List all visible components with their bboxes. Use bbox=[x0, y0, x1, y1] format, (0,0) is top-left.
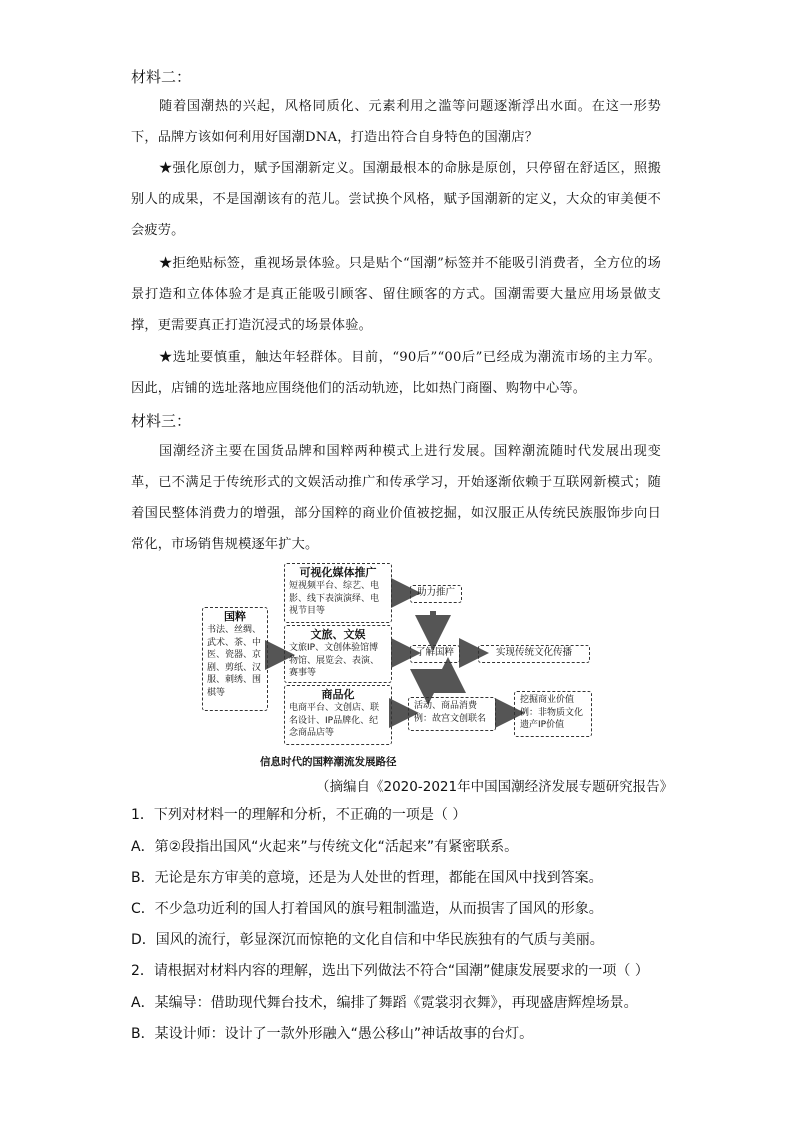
box-guocui-title: 国粹 bbox=[224, 610, 246, 623]
box-media-body: 短视频平台、综艺、电影、线下表演演绎、电视节目等 bbox=[289, 581, 380, 616]
development-path-diagram bbox=[200, 561, 600, 776]
material2-paragraph-4: ★选址要慎重，触达年轻群体。目前，“90后”“00后”已经成为潮流市场的主力军。因此，店铺的选址落地应围绕他们的活动轨迹，比如热门商圈、购物中心等。 bbox=[131, 350, 661, 396]
material2-paragraph-2: ★强化原创力，赋予国潮新定义。国潮最根本的命脉是原创，只停留在舒适区，照搬别人的成果，不是国潮该有的范儿。尝试换个风格，赋予国潮新的定义，大众的审美便不会疲劳。 bbox=[131, 161, 661, 238]
question-1-option-b: B．无论是东方审美的意境，还是为人处世的哲理，都能在国风中找到答案。 bbox=[131, 870, 603, 886]
box-culture-body: 文旅IP、文创体验馆博物馆、展览会、表演、赛事等 bbox=[289, 643, 380, 678]
material2-label: 材料二： bbox=[131, 68, 192, 86]
box-media bbox=[284, 563, 392, 623]
box-culture bbox=[284, 625, 392, 683]
box-guocui-body: 书法、丝绸、武术、茶、中医、瓷器、京剧、剪纸、汉服、刺绣、围棋等 bbox=[207, 625, 262, 698]
box-culture-title: 文旅、文娱 bbox=[310, 628, 366, 641]
question-2-option-b: B．某设计师：设计了一款外形融入“愚公移山”神话故事的台灯。 bbox=[131, 1026, 534, 1042]
box-media-title: 可视化媒体推广 bbox=[299, 566, 377, 579]
box-product bbox=[284, 685, 392, 745]
box-value: 挖掘商业价值例：非物质文化遗产IP价值 bbox=[514, 691, 592, 737]
question-1-option-c: C．不少急功近利的国人打着国风的旗号粗制滥造，从而损害了国风的形象。 bbox=[131, 901, 603, 917]
question-2-option-a: A．某编导：借助现代舞台技术，编排了舞蹈《霓裳羽衣舞》，再现盛唐辉煌场景。 bbox=[131, 995, 638, 1011]
box-promote: 助力推广 bbox=[410, 585, 462, 603]
diagram-caption: 信息时代的国粹潮流发展路径 bbox=[260, 756, 397, 768]
question-1-option-a: A．第②段指出国风“火起来”与传统文化“活起来”有紧密联系。 bbox=[131, 839, 519, 855]
question-1-option-d: D．国风的流行，彰显深沉而惊艳的文化自信和中华民族独有的气质与美丽。 bbox=[131, 932, 604, 948]
material2-paragraph-3: ★拒绝贴标签，重视场景体验。只是贴个“国潮”标签并不能吸引消费者，全方位的场景打造和立体体验才是真正能吸引顾客、留住顾客的方式。国潮需要大量应用场景做支撑，更需要真正打造沉浸式的场景体验。 bbox=[131, 256, 661, 333]
material3-paragraph-1: 国潮经济主要在国货品牌和国粹两种模式上进行发展。国粹潮流随时代发展出现变革，已不满足于传统形式的文娱活动推广和传承学习，开始逐渐依赖于互联网新模式；随着国民整体消费力的增强，部分国粹的商业价值被挖掘，如汉服正从传统民族服饰步向日常化，市场销售规模逐年扩大。 bbox=[131, 444, 661, 552]
box-product-body: 电商平台、文创店、联名设计、IP品牌化、纪念商品店等 bbox=[289, 703, 380, 738]
material3-label: 材料三： bbox=[131, 412, 192, 430]
box-understand: 了解国粹 bbox=[410, 645, 460, 663]
source-citation: （摘编自《2020-2021年中国国潮经济发展专题研究报告》 bbox=[316, 779, 674, 795]
box-product-title: 商品化 bbox=[321, 688, 355, 701]
question-1-stem: 1．下列对材料一的理解和分析，不正确的一项是（ ） bbox=[131, 807, 467, 823]
box-guocui bbox=[202, 607, 268, 711]
question-2-stem: 2．请根据对材料内容的理解，选出下列做法不符合“国潮”健康发展要求的一项（ ） bbox=[131, 963, 649, 979]
box-realize: 实现传统文化传播 bbox=[478, 645, 590, 663]
material2-paragraph-1: 随着国潮热的兴起，风格同质化、元素利用之滥等问题逐渐浮出水面。在这一形势下，品牌方该如何利用好国潮DNA，打造出符合自身特色的国潮店？ bbox=[131, 99, 661, 145]
box-activity: 活动、商品消费例：故宫文创联名 bbox=[408, 697, 496, 731]
